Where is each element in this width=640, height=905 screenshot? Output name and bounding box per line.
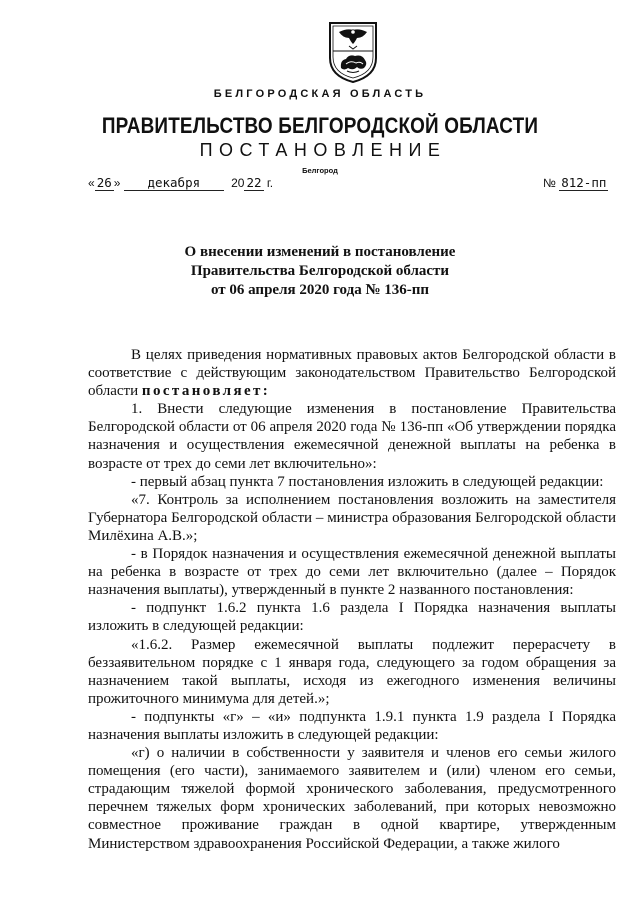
date-month: декабря	[124, 175, 224, 191]
document-type: ПОСТАНОВЛЕНИЕ	[199, 140, 447, 160]
decree-date	[88, 175, 273, 191]
number-value: 812-пп	[561, 175, 607, 190]
number-label: №	[543, 176, 556, 190]
paragraph-4: - в Порядок назначения и осуществления ежемесячной денежной выплаты на ребенка в возрасте от трех до семи лет включительно (далее – Порядок назначения выплаты), утвержденный в пункте 2 названного постановления:	[88, 546, 616, 599]
paragraph-1: 1. Внести следующие изменения в постановление Правительства Белгородской области от 06 апреля 2020 года № 136-пп «Об утверждении порядка назначения и осуществления ежемесячной денежной выплаты на ребенка в возрасте от трех до семи лет включительно»:	[88, 401, 616, 472]
date-open-quote: «	[88, 176, 95, 190]
decree-number	[543, 175, 608, 190]
paragraph-2: - первый абзац пункта 7 постановления изложить в следующей редакции:	[131, 473, 604, 490]
paragraph-3: «7. Контроль за исполнением постановления возложить на заместителя Губернатора Белгородской области – министра образования Белгородской области Милёхина А.В.»;	[88, 491, 616, 544]
date-day: 26	[96, 175, 112, 190]
government-name: ПРАВИТЕЛЬСТВО БЕЛГОРОДСКОЙ ОБЛАСТИ	[101, 113, 539, 138]
date-year-prefix: 20	[231, 176, 245, 190]
date-year-suffix: 22	[246, 175, 262, 190]
paragraph-7: - подпункты «г» – «и» подпункта 1.9.1 пункта 1.9 раздела I Порядка назначения выплаты изложить в следующей редакции:	[88, 708, 616, 743]
document-title	[0, 243, 640, 300]
resolves-word: постановляет	[141, 383, 263, 400]
paragraph-preamble	[88, 346, 616, 400]
paragraph-5: - подпункт 1.6.2 пункта 1.6 раздела I Порядка назначения выплаты изложить в следующей редакции:	[88, 600, 616, 635]
title-line-1: О внесении изменений в постановление	[184, 244, 456, 260]
coat-of-arms-icon	[327, 20, 379, 84]
date-year-label: г.	[266, 176, 274, 190]
document-body	[88, 346, 616, 853]
paragraph-6: «1.6.2. Размер ежемесячной выплаты подлежит перерасчету в беззаявительном порядке с 1 января года, следующего за годом обращения за назначением такой выплаты, исходя из ежегодного изменения величины прожиточного минимума для детей.»;	[88, 636, 616, 707]
city-name: Белгород	[302, 166, 338, 175]
resolves-colon: :	[262, 383, 271, 400]
region-name: БЕЛГОРОДСКАЯ ОБЛАСТЬ	[213, 88, 427, 100]
title-line-3: от 06 апреля 2020 года № 136-пп	[210, 282, 430, 298]
paragraph-8: «г) о наличии в собственности у заявителя и членов его семьи жилого помещения (его части), занимаемого заявителем и (или) членом его семьи, страдающим тяжелой формой хронического заболевания, предусмотренного перечнем тяжелых форм хронических заболеваний, при которых невозможно совместное проживание граждан в одной квартире, утвержденным Министерством здравоохранения Российской Федерации, а также жилого	[88, 745, 616, 852]
date-close-quote: »	[113, 176, 121, 190]
title-line-2: Правительства Белгородской области	[190, 263, 450, 279]
preamble-text: В целях приведения нормативных правовых актов Белгородской области в соответствие с действующим законодательством Правительство Белгородской области	[88, 347, 616, 400]
